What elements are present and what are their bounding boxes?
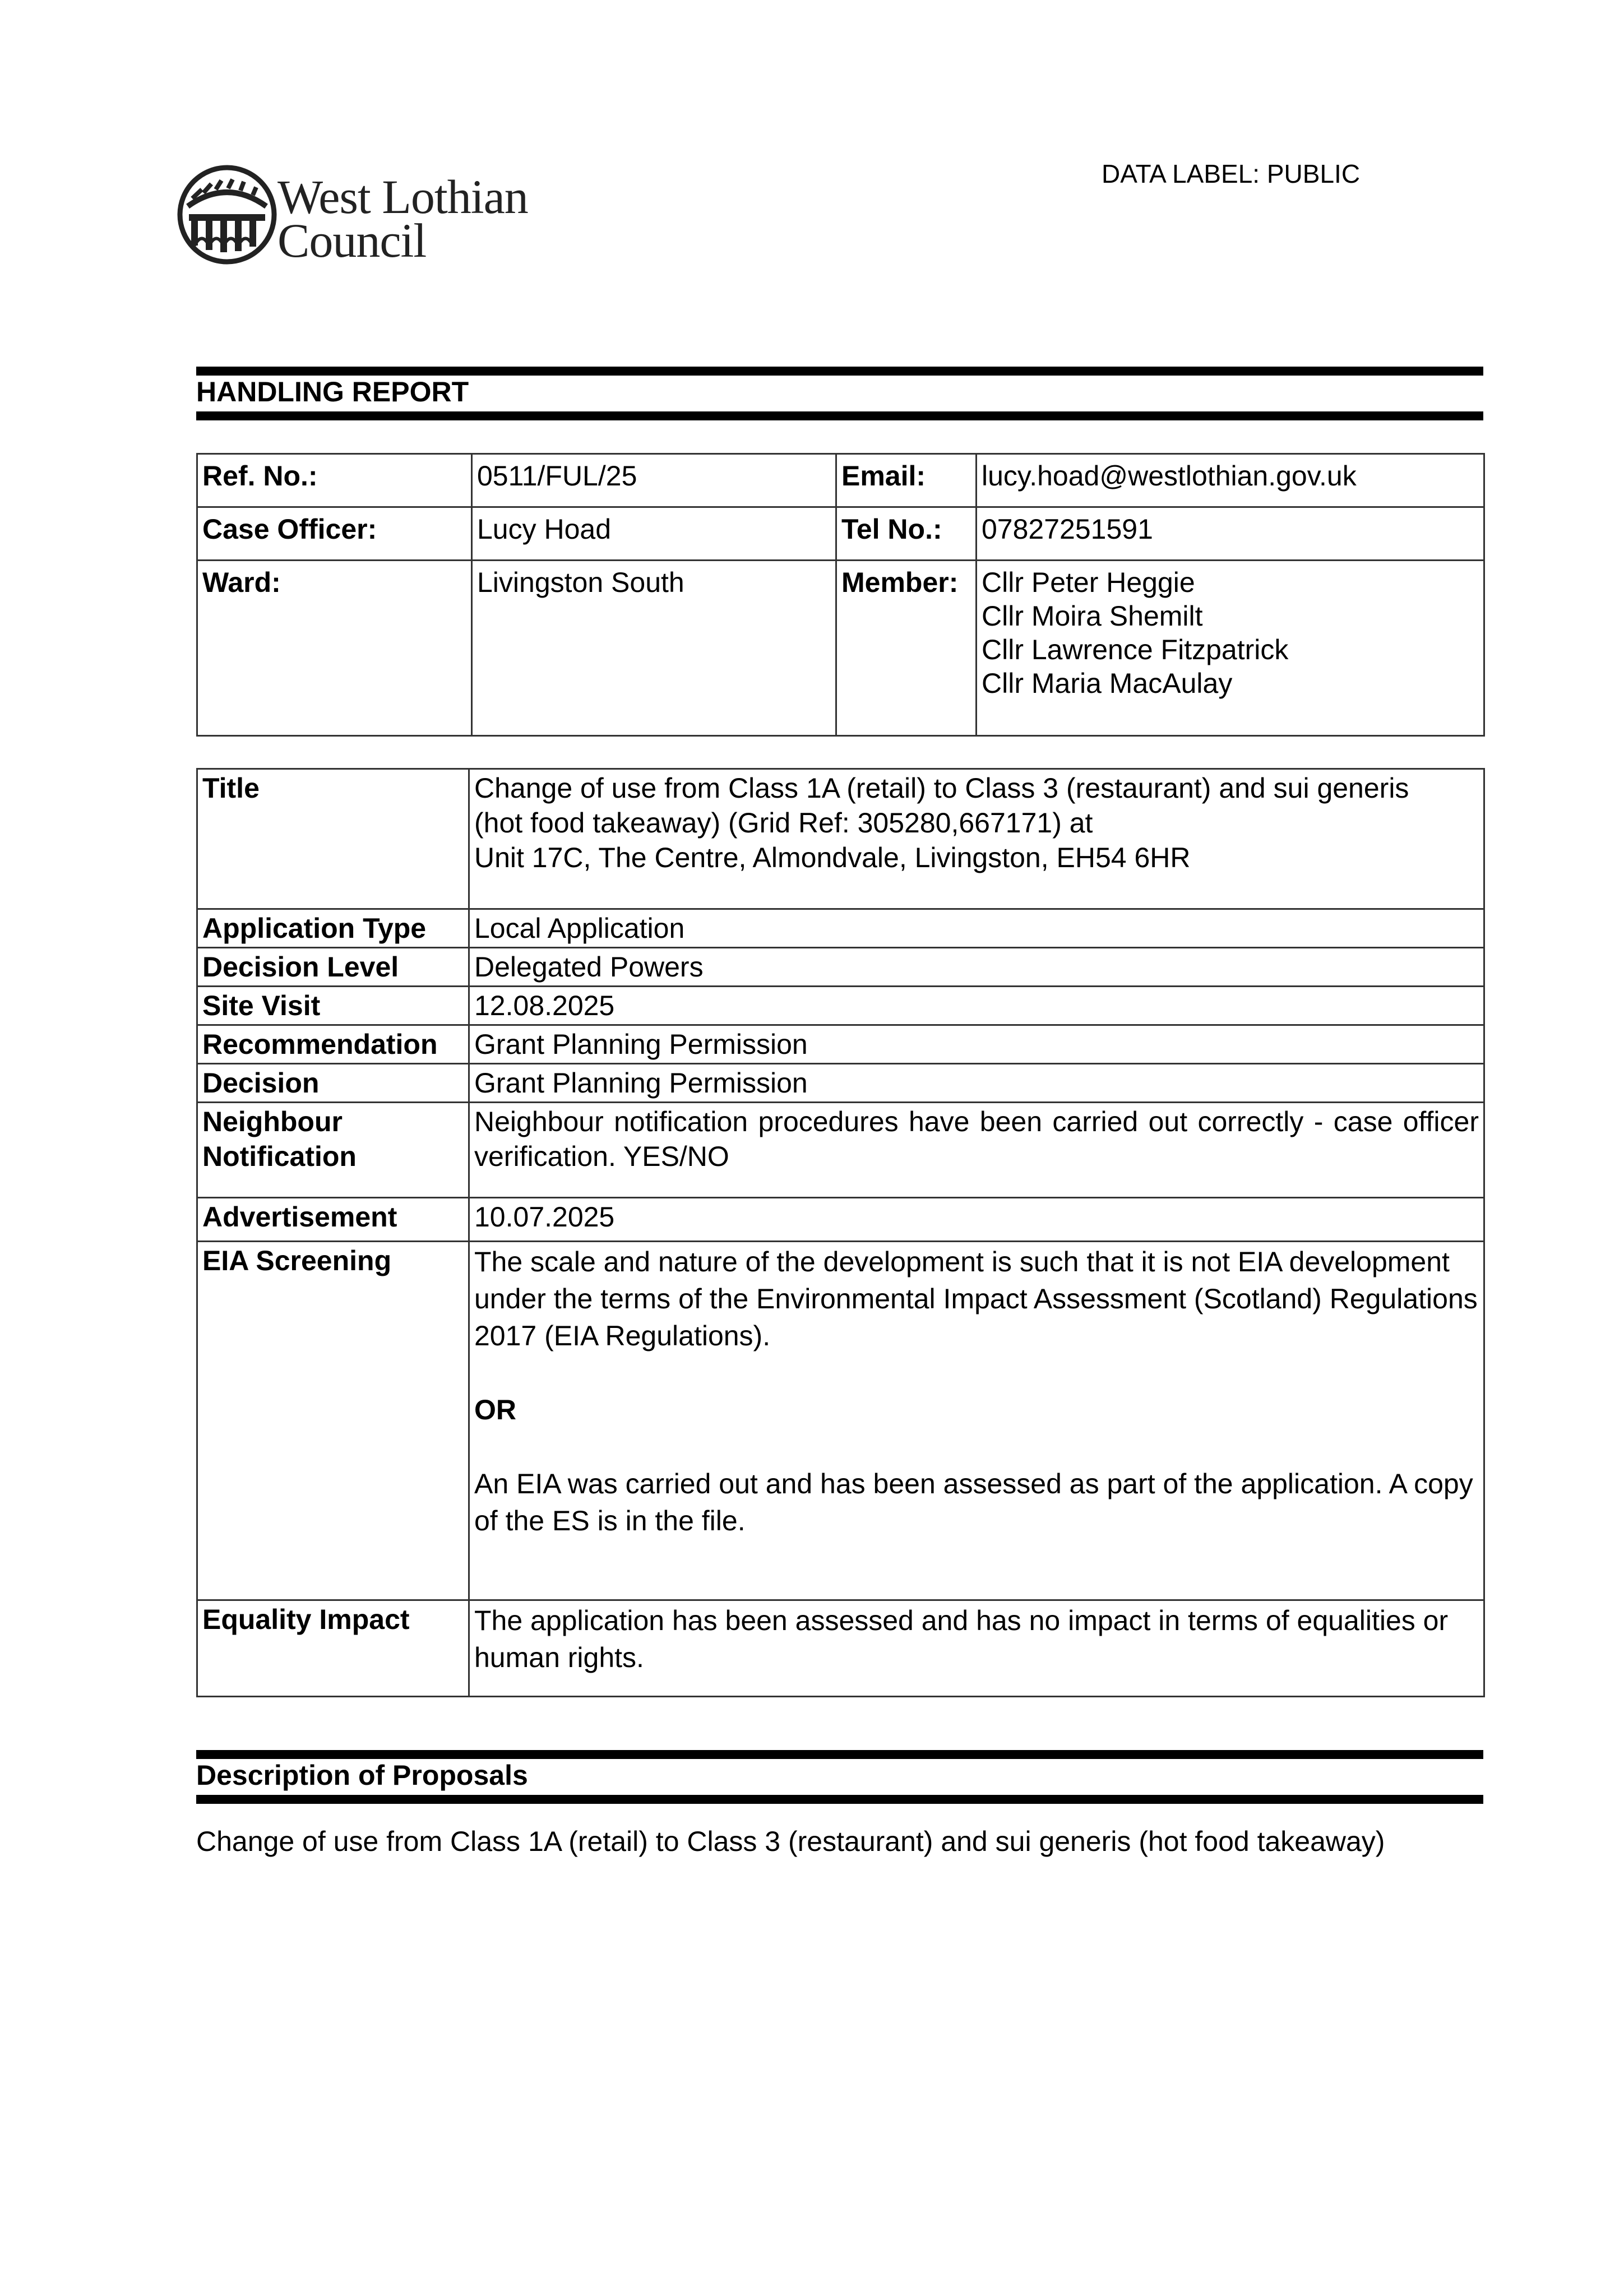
advertisement-value: 10.07.2025 xyxy=(469,1198,1484,1242)
title-line: Change of use from Class 1A (retail) to Class 3 (restaurant) and sui generis xyxy=(474,772,1409,804)
neighbour-label-line: Neighbour xyxy=(202,1106,343,1137)
viaduct-emblem-icon xyxy=(177,161,277,268)
case-contact-table xyxy=(196,453,1485,737)
council-logo xyxy=(177,161,558,274)
eia-screening-value xyxy=(469,1242,1484,1600)
equality-impact-value: The application has been assessed and has no impact in terms of equalities or human rights. xyxy=(469,1600,1484,1697)
title-line: Unit 17C, The Centre, Almondvale, Livingston, EH54 6HR xyxy=(474,842,1191,873)
site-visit-value: 12.08.2025 xyxy=(469,987,1484,1025)
eia-paragraph: The scale and nature of the development is such that it is not EIA development under the terms of the Environmental Impact Assessment (Scotland) Regulations 2017 (EIA Regulations). xyxy=(474,1246,1478,1351)
neighbour-notification-value: Neighbour notification procedures have been carried out correctly - case officer verification. YES/NO xyxy=(469,1103,1484,1198)
site-visit-label: Site Visit xyxy=(197,987,469,1025)
title-line: (hot food takeaway) (Grid Ref: 305280,667171) at xyxy=(474,807,1093,839)
application-type-label: Application Type xyxy=(197,909,469,948)
eia-screening-label: EIA Screening xyxy=(197,1242,469,1600)
decision-level-label: Decision Level xyxy=(197,948,469,987)
application-type-value: Local Application xyxy=(469,909,1484,948)
case-officer-label: Case Officer: xyxy=(197,507,472,561)
application-details-table xyxy=(196,768,1485,1697)
description-rule-top xyxy=(196,1750,1483,1759)
member-item: Cllr Peter Heggie xyxy=(982,567,1195,598)
logo-text-line2: Council xyxy=(277,214,427,267)
data-label: DATA LABEL: PUBLIC xyxy=(1102,159,1361,188)
decision-label: Decision xyxy=(197,1064,469,1103)
ward-value: Livingston South xyxy=(472,561,836,736)
equality-impact-label: Equality Impact xyxy=(197,1600,469,1697)
eia-paragraph: An EIA was carried out and has been assessed as part of the application. A copy of the ES is in the file. xyxy=(474,1468,1473,1536)
heading-rule-bottom xyxy=(196,411,1483,420)
decision-value: Grant Planning Permission xyxy=(469,1064,1484,1103)
description-rule-bottom xyxy=(196,1795,1483,1804)
member-list xyxy=(977,561,1484,736)
ref-value: 0511/FUL/25 xyxy=(472,454,836,507)
notification-label-line: Notification xyxy=(202,1141,357,1172)
decision-level-value: Delegated Powers xyxy=(469,948,1484,987)
neighbour-notification-label xyxy=(197,1103,469,1198)
tel-label: Tel No.: xyxy=(836,507,977,561)
handling-report-heading: HANDLING REPORT xyxy=(196,376,469,408)
title-value xyxy=(469,769,1484,909)
email-label: Email: xyxy=(836,454,977,507)
recommendation-value: Grant Planning Permission xyxy=(469,1025,1484,1064)
description-text: Change of use from Class 1A (retail) to Class 3 (restaurant) and sui generis (hot food takeaway) xyxy=(196,1826,1385,1857)
tel-value: 07827251591 xyxy=(977,507,1484,561)
description-heading: Description of Proposals xyxy=(196,1760,528,1791)
eia-or: OR xyxy=(474,1394,516,1425)
title-label: Title xyxy=(197,769,469,909)
member-item: Cllr Lawrence Fitzpatrick xyxy=(982,634,1289,665)
member-label: Member: xyxy=(836,561,977,736)
advertisement-label: Advertisement xyxy=(197,1198,469,1242)
case-officer-value: Lucy Hoad xyxy=(472,507,836,561)
member-item: Cllr Maria MacAulay xyxy=(982,668,1233,699)
recommendation-label: Recommendation xyxy=(197,1025,469,1064)
ward-label: Ward: xyxy=(197,561,472,736)
member-item: Cllr Moira Shemilt xyxy=(982,600,1203,632)
ref-label: Ref. No.: xyxy=(197,454,472,507)
logo-text-line1: West Lothian xyxy=(277,170,528,224)
email-value: lucy.hoad@westlothian.gov.uk xyxy=(977,454,1484,507)
heading-rule-top xyxy=(196,367,1483,376)
